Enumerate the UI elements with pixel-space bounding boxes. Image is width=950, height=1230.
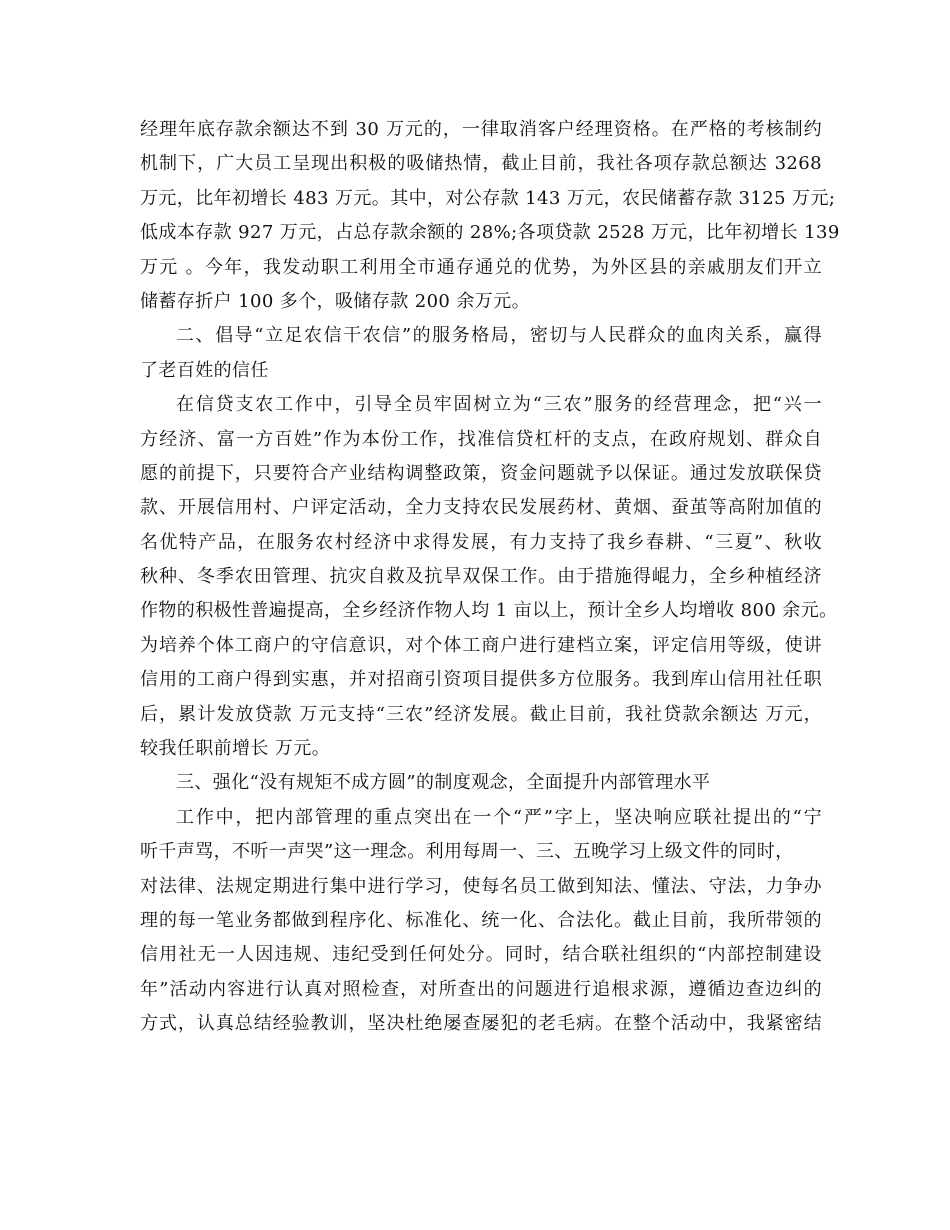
text-line: 秋种、冬季农田管理、抗灾自救及抗旱双保工作。由于措施得崐力，全乡种植经济 — [140, 566, 822, 588]
text-line: 万元 。今年，我发动职工利用全市通存通兑的优势，为外区县的亲戚朋友们开立 — [140, 256, 822, 278]
text-line: 信用社无一人因违规、违纪受到任何处分。同时，结合联社组织的“内部控制建设 — [140, 944, 822, 966]
text-line: 万元，比年初增长 483 万元。其中，对公存款 143 万元，农民储蓄存款 3125 万元; — [140, 187, 836, 209]
text-line: 在信贷支农工作中，引导全员牢固树立为“三农”服务的经营理念，把“兴一 — [176, 394, 822, 416]
text-line: 经理年底存款余额达不到 30 万元的，一律取消客户经理资格。在严格的考核制约 — [140, 119, 822, 140]
section-heading-cont: 了老百姓的信任 — [140, 359, 269, 381]
text-line: 储蓄存折户 100 多个，吸储存款 200 余万元。 — [140, 290, 530, 312]
document-body — [140, 113, 840, 1042]
text-line: 对法律、法规定期进行集中进行学习，使每名员工做到知法、懂法、守法，力争办 — [140, 875, 822, 897]
text-line: 后，累计发放贷款 万元支持“三农”经济发展。截止目前，我社贷款余额达 万元， — [140, 703, 822, 725]
text-line: 听千声骂，不听一声哭”这一理念。利用每周一、三、五晚学习上级文件的同时， — [140, 841, 794, 863]
text-line: 方经济、富一方百姓”作为本份工作，找准信贷杠杆的支点，在政府规划、群众自 — [140, 428, 822, 450]
text-line: 作物的积极性普遍提高，全乡经济作物人均 1 亩以上，预计全乡人均增收 800 余元。 — [140, 600, 838, 622]
text-line: 较我任职前增长 万元。 — [140, 738, 331, 760]
section-heading: 三、强化“没有规矩不成方圆”的制度观念，全面提升内部管理水平 — [176, 772, 711, 794]
text-line: 愿的前提下，只要符合产业结构调整政策，资金问题就予以保证。通过发放联保贷 — [140, 462, 822, 484]
text-line: 理的每一笔业务都做到程序化、标准化、统一化、合法化。截止目前，我所带领的 — [140, 909, 822, 931]
text-line: 名优特产品，在服务农村经济中求得发展，有力支持了我乡春耕、“三夏”、秋收 — [140, 531, 822, 553]
section-heading: 二、倡导“立足农信干农信”的服务格局，密切与人民群众的血肉关系，赢得 — [176, 325, 822, 347]
text-line: 年”活动内容进行认真对照检查，对所查出的问题进行追根求源，遵循边查边纠的 — [140, 978, 822, 1000]
text-line: 低成本存款 927 万元，占总存款余额的 28%;各项贷款 2528 万元，比年初增长 139 — [140, 222, 840, 244]
text-line: 机制下，广大员工呈现出积极的吸储热情，截止目前，我社各项存款总额达 3268 — [140, 153, 822, 175]
text-line: 为培养个体工商户的守信意识，对个体工商户进行建档立案，评定信用等级，使讲 — [140, 634, 822, 656]
text-line: 工作中，把内部管理的重点突出在一个“严”字上，坚决响应联社提出的“宁 — [176, 806, 822, 828]
text-line: 方式，认真总结经验教训，坚决杜绝屡查屡犯的老毛病。在整个活动中，我紧密结 — [140, 1013, 822, 1035]
text-line: 信用的工商户得到实惠，并对招商引资项目提供多方位服务。我到库山信用社任职 — [140, 669, 822, 691]
text-line: 款、开展信用村、户评定活动，全力支持农民发展药材、黄烟、蚕茧等高附加值的 — [140, 497, 822, 519]
